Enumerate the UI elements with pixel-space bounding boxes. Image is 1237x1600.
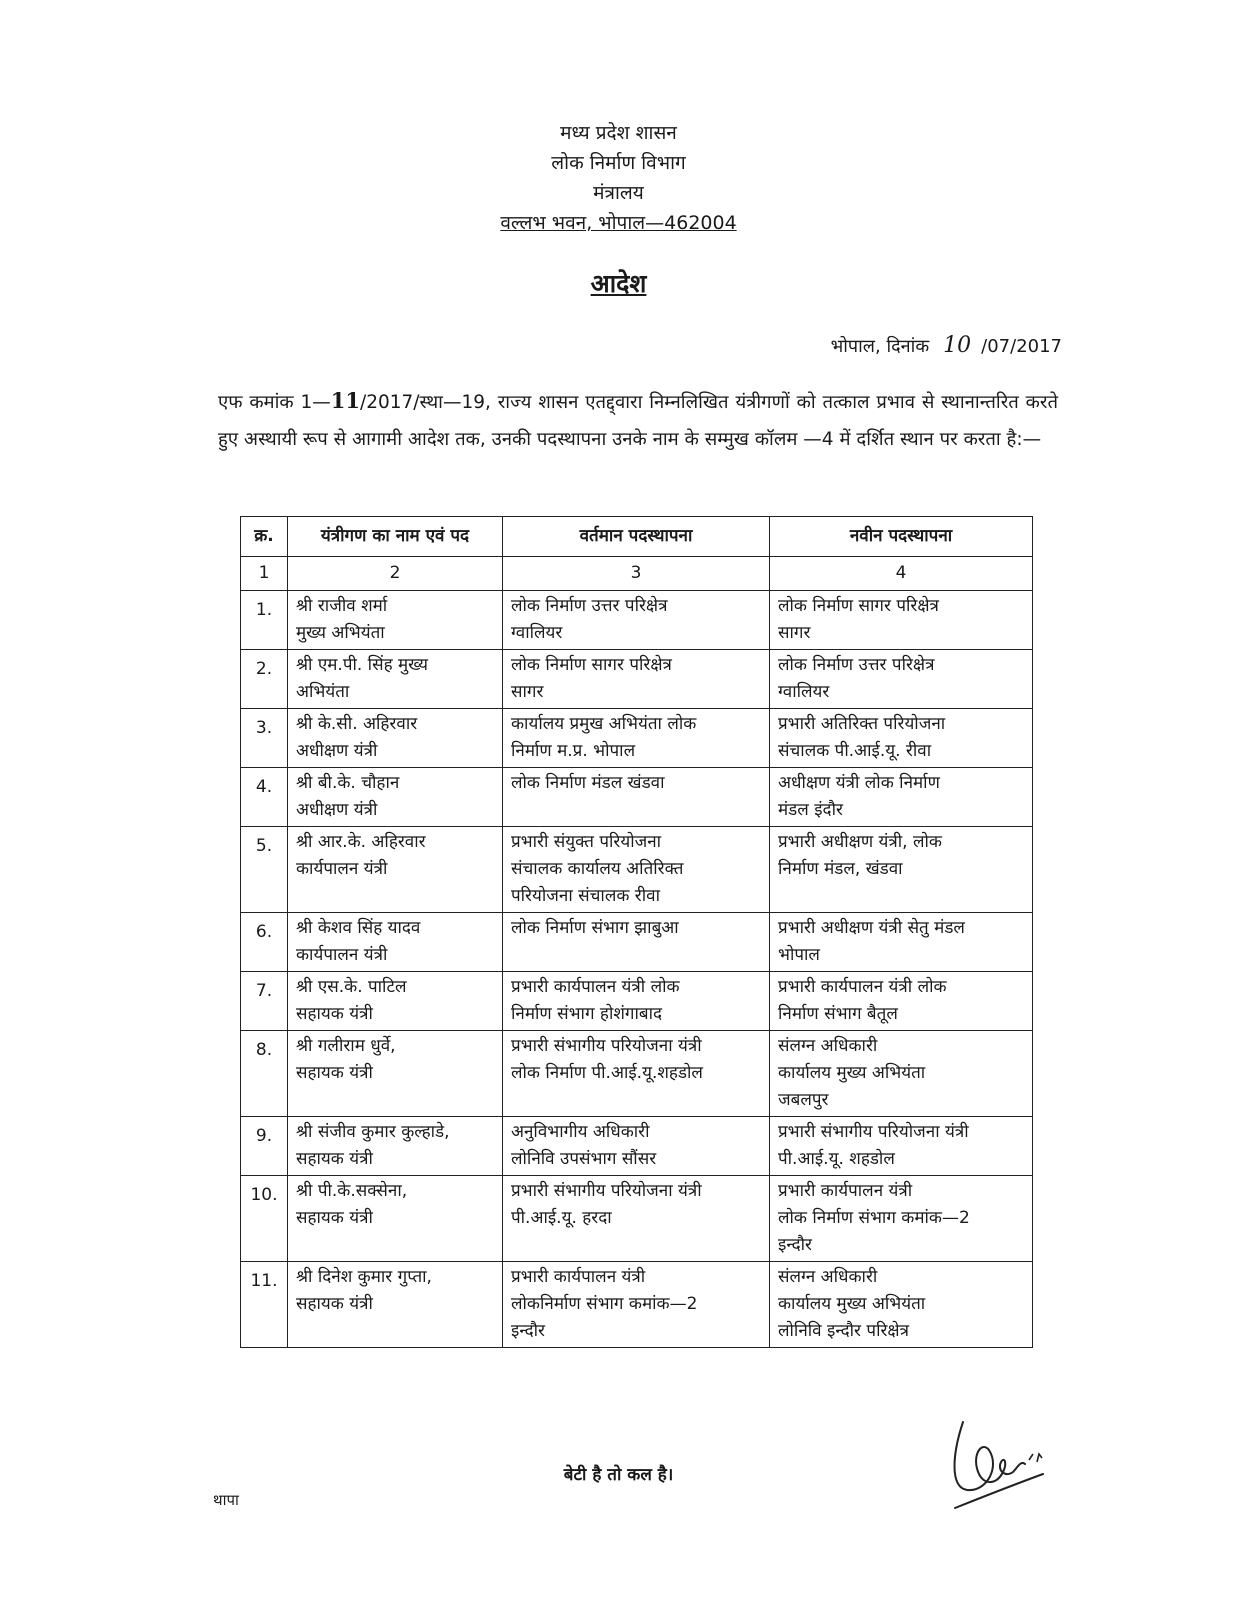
officer-name-designation [288,913,503,972]
current-posting-line: ग्वालियर [511,623,563,643]
current-posting-line: लोक निर्माण संभाग झाबुआ [511,918,679,938]
current-posting [503,768,770,827]
current-posting-line: लोकनिर्माण संभाग कमांक—2 [511,1294,698,1314]
new-posting-line: संलग्न अधिकारी [778,1267,878,1287]
table-row [241,1117,1033,1176]
header-new-posting: नवीन पदस्थापना [770,517,1033,557]
current-posting [503,1176,770,1262]
new-posting-line: इन्दौर [778,1235,812,1255]
new-posting-line: कार्यालय मुख्य अभियंता [778,1294,926,1314]
current-posting [503,1117,770,1176]
officer-name-designation [288,709,503,768]
new-posting-line: अधीक्षण यंत्री लोक निर्माण [778,773,940,793]
current-posting-line: प्रभारी संयुक्त परियोजना [511,832,662,852]
current-posting-line: लोक निर्माण मंडल खंडवा [511,773,665,793]
new-posting-line: लोक निर्माण सागर परिक्षेत्र [778,596,939,616]
current-posting-line: प्रभारी संभागीय परियोजना यंत्री [511,1181,702,1201]
postings-table [240,516,1033,1348]
order-text: /2017/स्था—19, राज्य शासन एतद्द्वारा निम्नलिखित यंत्रीगणों को तत्काल प्रभाव से स्थानान्तरित करते हुए अस्थायी रूप से आगामी आदेश तक, उनकी पदस्थापना उनके नाम के सम्मुख कॉलम —4 में दर्शित स्थान पर करता है:— [218,392,1059,450]
new-posting-line: लोक निर्माण उत्तर परिक्षेत्र [778,655,935,675]
new-posting-line: ग्वालियर [778,682,830,702]
officer-name-designation-line: सहायक यंत्री [296,1004,373,1024]
row-serial: 8. [241,1031,288,1117]
department-name: लोक निर्माण विभाग [551,152,686,174]
new-posting-line: जबलपुर [778,1090,829,1110]
table-row [241,913,1033,972]
date-line [831,333,1062,358]
row-serial: 2. [241,650,288,709]
new-posting [770,1117,1033,1176]
current-posting-line: परियोजना संचालक रीवा [511,886,661,906]
current-posting-line: निर्माण म.प्र. भोपाल [511,741,636,761]
row-serial: 7. [241,972,288,1031]
officer-name-designation [288,1176,503,1262]
officer-name-designation-line: सहायक यंत्री [296,1294,373,1314]
current-posting [503,591,770,650]
column-number-row [241,557,1033,591]
table-row [241,1262,1033,1348]
officer-name-designation-line: श्री आर.के. अहिरवार [296,832,426,852]
column-number: 1 [241,557,288,591]
new-posting-line: लोनिवि इन्दौर परिक्षेत्र [778,1321,909,1341]
table-row [241,1031,1033,1117]
typist-initials: थापा [213,1491,239,1509]
table-header-row [241,517,1033,557]
current-posting-line: संचालक कार्यालय अतिरिक्त [511,859,684,879]
officer-name-designation [288,972,503,1031]
current-posting [503,1031,770,1117]
officer-name-designation-line: श्री बी.के. चौहान [296,773,400,793]
new-posting-line: भोपाल [778,945,820,965]
officer-name-designation-line: श्री एस.के. पाटिल [296,977,407,997]
row-serial: 4. [241,768,288,827]
date-suffix: /07/2017 [981,336,1062,357]
row-serial: 1. [241,591,288,650]
officer-name-designation [288,827,503,913]
new-posting [770,913,1033,972]
officer-name-designation-line: श्री संजीव कुमार कुल्हाडे, [296,1122,450,1142]
current-posting-line: इन्दौर [511,1321,545,1341]
govt-name: मध्य प्रदेश शासन [560,122,677,144]
new-posting [770,650,1033,709]
current-posting [503,1262,770,1348]
new-posting [770,768,1033,827]
row-serial: 10. [241,1176,288,1262]
order-body [218,382,1058,458]
row-serial: 9. [241,1117,288,1176]
new-posting [770,827,1033,913]
current-posting [503,972,770,1031]
column-number: 2 [288,557,503,591]
new-posting-line: मंडल इंदौर [778,800,843,820]
new-posting-line: प्रभारी अतिरिक्त परियोजना [778,714,946,734]
new-posting-line: प्रभारी अधीक्षण यंत्री सेतु मंडल [778,918,965,938]
officer-name-designation [288,1117,503,1176]
officer-name-designation-line: अधीक्षण यंत्री [296,800,378,820]
officer-name-designation-line: श्री केशव सिंह यादव [296,918,421,938]
new-posting [770,591,1033,650]
officer-name-designation-line: सहायक यंत्री [296,1208,373,1228]
table-row [241,972,1033,1031]
officer-name-designation [288,591,503,650]
table-row [241,827,1033,913]
officer-name-designation-line: श्री पी.के.सक्सेना, [296,1181,408,1201]
new-posting-line: निर्माण मंडल, खंडवा [778,859,903,879]
current-posting [503,709,770,768]
officer-name-designation-line: मुख्य अभियंता [296,623,385,643]
officer-name-designation [288,1262,503,1348]
new-posting [770,1031,1033,1117]
new-posting-line: संलग्न अधिकारी [778,1036,878,1056]
new-posting-line: प्रभारी अधीक्षण यंत्री, लोक [778,832,942,852]
officer-name-designation-line: कार्यपालन यंत्री [296,945,388,965]
current-posting-line: प्रभारी कार्यपालन यंत्री लोक [511,977,680,997]
table-row [241,1176,1033,1262]
row-serial: 11. [241,1262,288,1348]
order-title: आदेश [590,269,647,298]
officer-name-designation-line: श्री के.सी. अहिरवार [296,714,418,734]
officer-name-designation [288,1031,503,1117]
date-day: 10 [943,333,972,358]
file-number: 11 [330,388,360,413]
officer-name-designation-line: कार्यपालन यंत्री [296,859,388,879]
officer-name-designation-line: सहायक यंत्री [296,1063,373,1083]
current-posting-line: लोक निर्माण उत्तर परिक्षेत्र [511,596,668,616]
table-row [241,591,1033,650]
current-posting-line: निर्माण संभाग होशंगाबाद [511,1004,663,1024]
current-posting-line: लोक निर्माण सागर परिक्षेत्र [511,655,672,675]
header-name: यंत्रीगण का नाम एवं पद [288,517,503,557]
current-posting-line: अनुविभागीय अधिकारी [511,1122,650,1142]
officer-name-designation-line: श्री एम.पी. सिंह मुख्य [296,655,428,675]
current-posting [503,650,770,709]
header-current-posting: वर्तमान पदस्थापना [503,517,770,557]
current-posting-line: प्रभारी संभागीय परियोजना यंत्री [511,1036,702,1056]
new-posting [770,972,1033,1031]
current-posting-line: प्रभारी कार्यपालन यंत्री [511,1267,646,1287]
column-number: 4 [770,557,1033,591]
new-posting [770,709,1033,768]
office-address: वल्लभ भवन, भोपाल—462004 [500,212,737,234]
officer-name-designation-line: श्री गलीराम धुर्वे, [296,1036,396,1056]
table-row [241,709,1033,768]
date-prefix: भोपाल, दिनांक [830,336,930,357]
table-row [241,650,1033,709]
officer-name-designation-line: श्री राजीव शर्मा [296,596,388,616]
new-posting-line: प्रभारी कार्यपालन यंत्री [778,1181,913,1201]
new-posting-line: लोक निर्माण संभाग कमांक—2 [778,1208,970,1228]
row-serial: 3. [241,709,288,768]
row-serial: 5. [241,827,288,913]
officer-name-designation-line: अभियंता [296,682,350,702]
new-posting-line: निर्माण संभाग बैतूल [778,1004,898,1024]
file-prefix: एफ कमांक 1— [218,392,331,413]
current-posting-line: लोनिवि उपसंभाग सौंसर [511,1149,657,1169]
current-posting [503,913,770,972]
ministry-name: मंत्रालय [593,182,644,204]
table-row [241,768,1033,827]
new-posting [770,1176,1033,1262]
row-serial: 6. [241,913,288,972]
new-posting [770,1262,1033,1348]
slogan: बेटी है तो कल है। [563,1465,674,1485]
current-posting [503,827,770,913]
new-posting-line: प्रभारी कार्यपालन यंत्री लोक [778,977,947,997]
header-serial: क्र. [241,517,288,557]
column-number: 3 [503,557,770,591]
officer-name-designation-line: अधीक्षण यंत्री [296,741,378,761]
new-posting-line: कार्यालय मुख्य अभियंता [778,1063,926,1083]
current-posting-line: लोक निर्माण पी.आई.यू.शहडोल [511,1063,703,1083]
new-posting-line: सागर [778,623,811,643]
letterhead [0,118,1237,238]
officer-name-designation-line: श्री दिनेश कुमार गुप्ता, [296,1267,432,1287]
current-posting-line: कार्यालय प्रमुख अभियंता लोक [511,714,697,734]
officer-name-designation [288,768,503,827]
officer-name-designation [288,650,503,709]
officer-name-designation-line: सहायक यंत्री [296,1149,373,1169]
new-posting-line: संचालक पी.आई.यू. रीवा [778,741,932,761]
new-posting-line: प्रभारी संभागीय परियोजना यंत्री [778,1122,969,1142]
current-posting-line: सागर [511,682,544,702]
new-posting-line: पी.आई.यू. शहडोल [778,1149,895,1169]
current-posting-line: पी.आई.यू. हरदा [511,1208,612,1228]
